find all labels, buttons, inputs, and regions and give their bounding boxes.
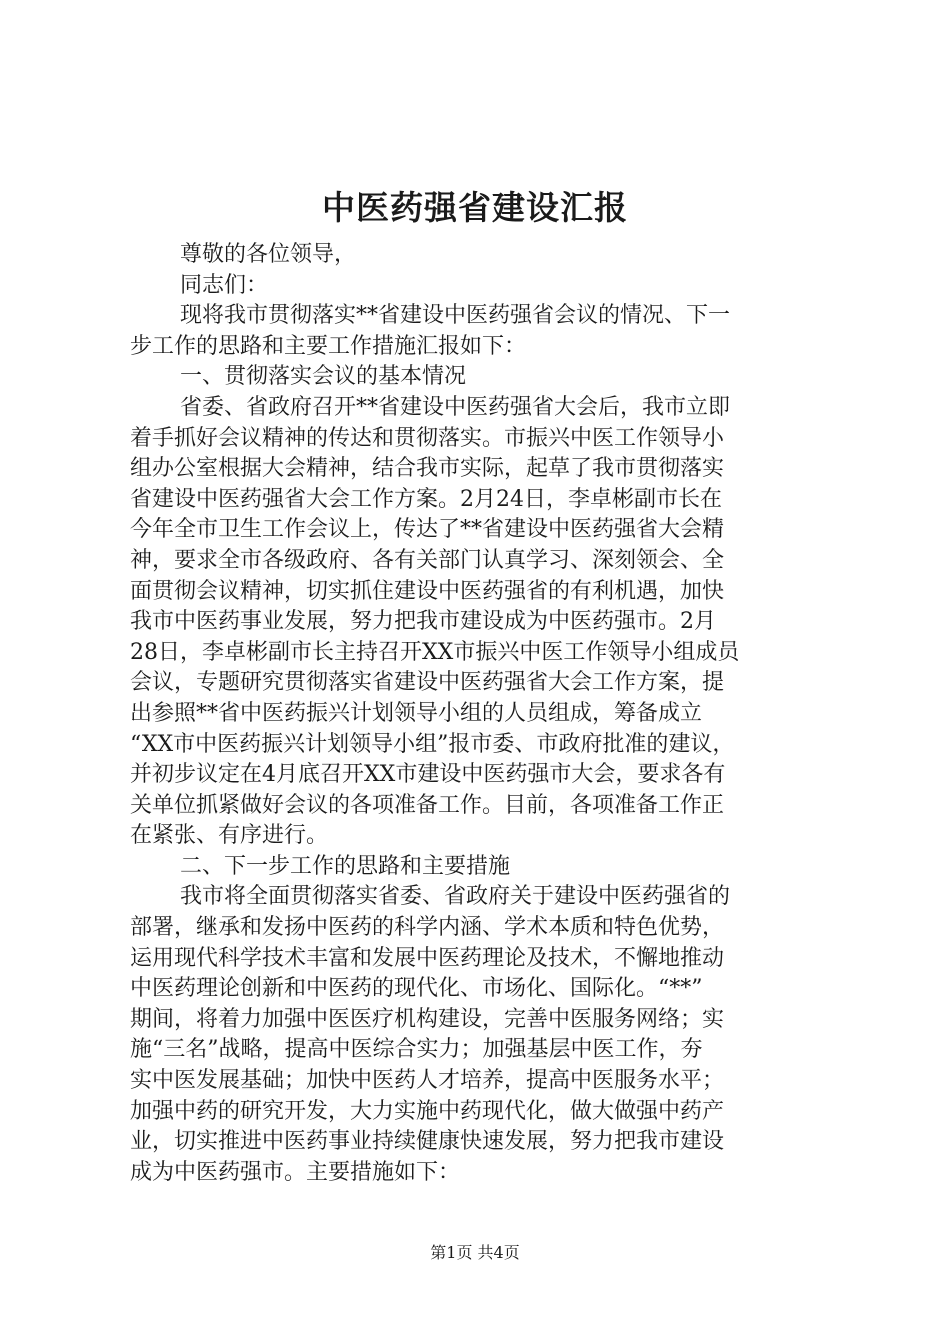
paragraph-line: 成为中医药强市。主要措施如下： [130,1159,461,1185]
paragraph-line: 中医药理论创新和中医药的现代化、市场化、国际化。“**” [130,976,703,1002]
paragraph-line: 神，要求全市各级政府、各有关部门认真学习、深刻领会、全 [130,547,725,573]
paragraph-line: 部署，继承和发扬中医药的科学内涵、学术本质和特色优势， [130,915,725,941]
paragraph-line: 省建设中医药强省大会工作方案。2月24日，李卓彬副市长在 [130,486,722,512]
section-heading: 一、贯彻落实会议的基本情况 [180,364,467,390]
paragraph-line: 业，切实推进中医药事业持续健康快速发展，努力把我市建设 [130,1129,725,1155]
paragraph-line: 着手抓好会议精神的传达和贯彻落实。市振兴中医工作领导小 [130,425,725,451]
paragraph-line: 组办公室根据大会精神，结合我市实际，起草了我市贯彻落实 [130,456,725,482]
document-title: 中医药强省建设汇报 [322,188,628,227]
paragraph-line: 出参照**省中医药振兴计划领导小组的人员组成，筹备成立 [130,700,703,726]
paragraph-line: 面贯彻会议精神，切实抓住建设中医药强省的有利机遇，加快 [130,578,725,604]
paragraph-line: “XX市中医药振兴计划领导小组”报市委、市政府批准的建议， [130,731,735,757]
paragraph-line: 在紧张、有序进行。 [130,823,329,849]
document-body [130,240,830,1188]
paragraph-line: 我市中医药事业发展，努力把我市建设成为中医药强市。2月 [130,609,716,635]
paragraph-line: 步工作的思路和主要工作措施汇报如下： [130,333,527,359]
page-footer: 第1页 共4页 [430,1243,520,1262]
paragraph-line: 会议，专题研究贯彻落实省建设中医药强省大会工作方案，提 [130,670,725,696]
paragraph-line: 并初步议定在4月底召开XX市建设中医药强市大会，要求各有 [130,762,726,788]
paragraph-line: 28日，李卓彬副市长主持召开XX市振兴中医工作领导小组成员 [130,639,740,665]
section-heading: 二、下一步工作的思路和主要措施 [180,853,511,879]
paragraph-line: 实中医发展基础；加快中医药人才培养，提高中医服务水平； [130,1068,725,1094]
salutation-line: 同志们： [180,272,269,298]
paragraph-line: 关单位抓紧做好会议的各项准备工作。目前，各项准备工作正 [130,792,725,818]
paragraph-line: 现将我市贯彻落实**省建设中医药强省会议的情况、下一 [180,303,731,329]
paragraph-line: 加强中药的研究开发，大力实施中药现代化，做大做强中药产 [130,1098,725,1124]
paragraph-line: 今年全市卫生工作会议上，传达了**省建设中医药强省大会精 [130,517,725,543]
paragraph-line: 施“三名”战略，提高中医综合实力；加强基层中医工作，夯 [130,1037,703,1063]
paragraph-line: 我市将全面贯彻落实省委、省政府关于建设中医药强省的 [180,884,731,910]
paragraph-line: 运用现代科学技术丰富和发展中医药理论及技术，不懈地推动 [130,945,725,971]
salutation-line: 尊敬的各位领导， [180,242,357,267]
paragraph-line: 期间，将着力加强中医医疗机构建设，完善中医服务网络；实 [130,1006,725,1032]
paragraph-line: 省委、省政府召开**省建设中医药强省大会后，我市立即 [180,394,731,420]
